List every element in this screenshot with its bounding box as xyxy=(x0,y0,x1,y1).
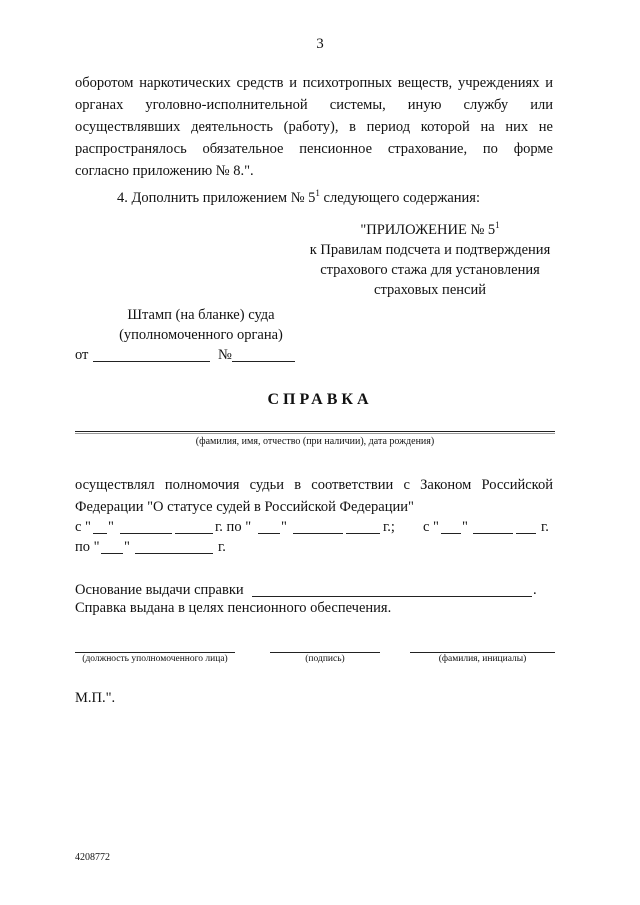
appendix-title: "ПРИЛОЖЕНИЕ № $5^1$ xyxy=(360,220,500,238)
text-s2: с " xyxy=(423,519,439,535)
appendix-line: страховых пенсий xyxy=(374,282,486,298)
paragraph-line: оборотом наркотических средств и психотропных веществ, учреждениях и xyxy=(75,75,553,91)
body-line: осуществлял полномочия судьи в соответствии с Законом Российской xyxy=(75,477,553,493)
text-q3: " xyxy=(462,519,468,535)
blank-year-3[interactable] xyxy=(516,533,536,534)
certificate-title: СПРАВКА xyxy=(267,391,373,408)
blank-month-3[interactable] xyxy=(473,533,513,534)
blank-month[interactable] xyxy=(120,533,172,534)
signature-line[interactable] xyxy=(270,652,380,653)
blank-day-3[interactable] xyxy=(441,533,461,534)
text-g: г. xyxy=(541,519,549,535)
item-4-text: 4. Дополнить приложением № 5 xyxy=(117,190,316,206)
name-sign-caption: (фамилия, инициалы) xyxy=(438,654,527,664)
name-field-line[interactable] xyxy=(75,431,555,432)
seal-mark: М.П.". xyxy=(75,690,116,706)
page-number: 3 xyxy=(316,36,324,52)
blank-year[interactable] xyxy=(175,533,213,534)
name-field-line-2 xyxy=(75,433,555,434)
name-sign-line[interactable] xyxy=(410,652,555,653)
paragraph-line: распространялось обязательное пенсионное страхование, по форме xyxy=(75,141,553,157)
from-label: от xyxy=(75,347,89,363)
date-row-2 xyxy=(75,537,275,557)
blank-day[interactable] xyxy=(93,533,107,534)
text-q2: " xyxy=(281,519,287,535)
text-q: " xyxy=(108,519,114,535)
basis-field-line[interactable] xyxy=(252,596,532,597)
text-s: с " xyxy=(75,519,91,535)
basis-label: Основание выдачи справки xyxy=(75,582,244,598)
paragraph-line: органах уголовно-исполнительной системы, иную службу или xyxy=(75,97,553,113)
number-field-line[interactable] xyxy=(232,361,295,362)
position-caption: (должность уполномоченного лица) xyxy=(82,654,228,664)
date-row-1 xyxy=(75,517,555,537)
blank-month-2[interactable] xyxy=(293,533,343,534)
blank-year-2[interactable] xyxy=(346,533,380,534)
item-4-tail: следующего содержания: xyxy=(319,190,480,206)
text-g2: г. xyxy=(218,539,226,555)
position-line[interactable] xyxy=(75,652,235,653)
text-q4: " xyxy=(124,539,130,555)
paragraph-line: осуществлявших деятельность (работу), в период которой на них не xyxy=(75,119,553,135)
paragraph-line: согласно приложению № 8.". xyxy=(75,163,254,179)
stamp-line-2: (уполномоченного органа) xyxy=(119,327,283,343)
stamp-line-1: Штамп (на бланке) суда xyxy=(127,307,275,323)
basis-end: . xyxy=(533,582,537,598)
purpose-text: Справка выдана в целях пенсионного обеспечения. xyxy=(75,600,392,616)
text-po: по " xyxy=(75,539,100,555)
appendix-line: к Правилам подсчета и подтверждения xyxy=(309,242,551,258)
text-g-po: г. по " xyxy=(215,519,252,535)
blank-day-2[interactable] xyxy=(258,533,280,534)
item-4-sup: 1 xyxy=(315,188,320,198)
signature-caption: (подпись) xyxy=(305,654,345,664)
number-label: № xyxy=(218,347,232,363)
stamp-block xyxy=(96,305,306,345)
body-line-last: Федерации "О статусе судей в Российской Федерации" xyxy=(75,499,414,515)
text-g-semi: г.; xyxy=(383,519,395,535)
item-4 xyxy=(117,183,480,208)
blank-month-4[interactable] xyxy=(135,553,213,554)
name-caption: (фамилия, имя, отчество (при наличии), дата рождения) xyxy=(195,436,435,447)
document-code: 4208772 xyxy=(75,852,110,863)
appendix-header xyxy=(288,215,572,300)
blank-day-4[interactable] xyxy=(101,553,123,554)
appendix-line: страхового стажа для установления xyxy=(320,262,540,278)
date-field-line[interactable] xyxy=(93,361,210,362)
